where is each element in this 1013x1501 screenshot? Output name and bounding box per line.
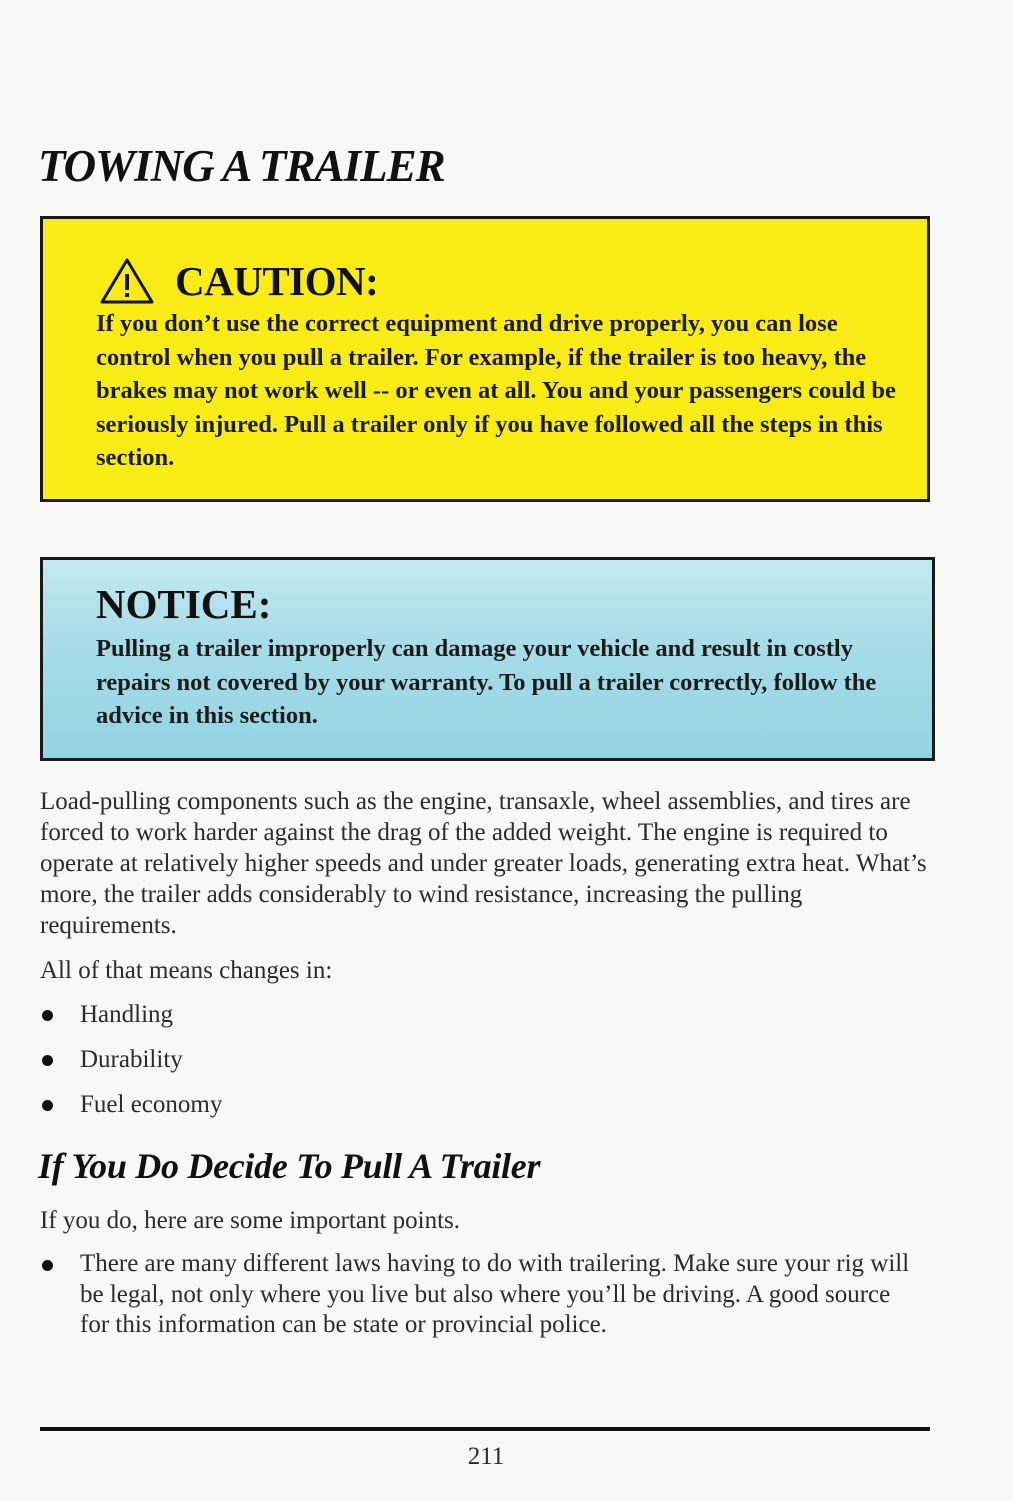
list-item <box>40 1249 915 1341</box>
section-lead: If you do, here are some important points. <box>40 1207 461 1234</box>
bullet-icon <box>42 1055 53 1066</box>
caution-title: CAUTION: <box>175 258 379 304</box>
section-heading: If You Do Decide To Pull A Trailer <box>38 1146 541 1186</box>
list-item <box>40 1087 222 1132</box>
changes-list <box>40 997 222 1132</box>
bullet-icon <box>42 1260 53 1271</box>
caution-box <box>40 216 930 502</box>
list-item-label: Fuel economy <box>80 1091 223 1118</box>
list-item <box>40 997 222 1042</box>
list-item-text: There are many different laws having to do with trailering. Make sure your rig will be legal, not only where you live but also where you’ll be driving. A good source for this information can be state or provincial police. <box>80 1250 910 1338</box>
intro-paragraph: Load-pulling components such as the engine, transaxle, wheel assemblies, and tires are forced to work harder against the drag of the added weight. The engine is required to operate at relatively higher speeds and under greater loads, generating extra heat. What’s more, the trailer adds considerably to wind resistance, increasing the pulling requirements. <box>40 788 927 939</box>
list-item-label: Handling <box>80 1001 174 1028</box>
page-number: 211 <box>467 1443 505 1470</box>
caution-text: If you don’t use the correct equipment and drive properly, you can lose control when you pull a trailer. For example, if the trailer is too heavy, the brakes may not work well -- or even at all. You and your passengers could be seriously injured. Pull a trailer only if you have followed all the steps in this section. <box>96 310 896 471</box>
warning-triangle-icon <box>99 257 155 305</box>
page-title: TOWING A TRAILER <box>38 141 445 191</box>
list-item-label: Durability <box>80 1046 183 1073</box>
notice-text: Pulling a trailer improperly can damage your vehicle and result in costly repairs not covered by your warranty. To pull a trailer correctly, follow the advice in this section. <box>96 635 877 729</box>
caution-heading <box>99 257 378 305</box>
bullet-icon <box>42 1010 53 1021</box>
bullet-icon <box>42 1100 53 1111</box>
changes-lead: All of that means changes in: <box>40 957 333 984</box>
notice-box <box>40 557 935 761</box>
notice-title: NOTICE: <box>96 581 272 627</box>
footer-divider <box>40 1427 930 1431</box>
list-item <box>40 1042 222 1087</box>
